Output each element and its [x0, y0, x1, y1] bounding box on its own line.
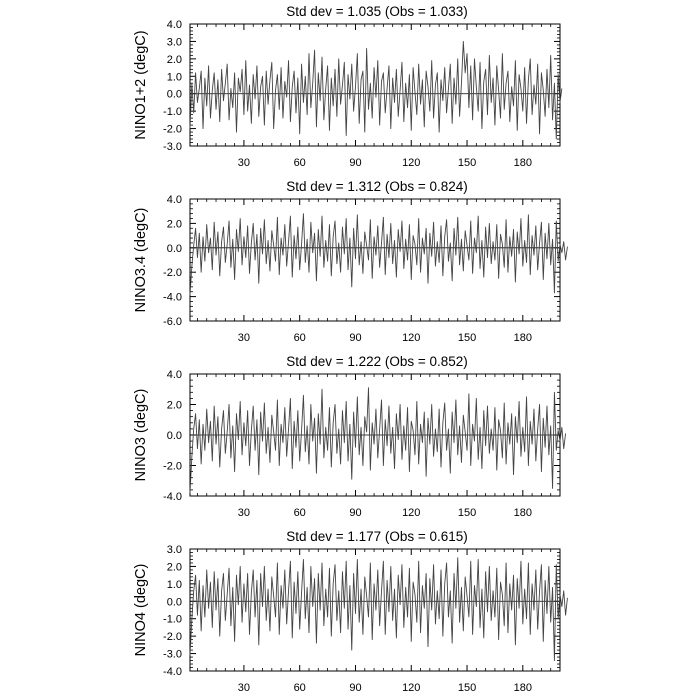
- y-tick-label: 2.0: [166, 218, 182, 231]
- y-tick-label: 0.0: [166, 430, 182, 442]
- y-tick-label: -1.0: [163, 613, 182, 626]
- x-tick-label: 150: [457, 507, 477, 519]
- chart-panel-4: [133, 529, 567, 694]
- y-tick-label: 3.0: [166, 36, 182, 49]
- y-axis-label: NINO4 (degC): [133, 563, 149, 657]
- x-tick-label: 90: [349, 157, 362, 169]
- y-tick-label: 4.0: [166, 19, 182, 31]
- x-tick-label: 30: [237, 682, 251, 694]
- x-tick-label: 180: [513, 507, 532, 519]
- x-tick-label: 180: [513, 332, 532, 344]
- y-tick-label: 1.0: [166, 71, 182, 84]
- chart-title: Std dev = 1.177 (Obs = 0.615): [286, 529, 468, 544]
- y-tick-label: 2.0: [166, 561, 182, 574]
- series-line-nino4: [190, 558, 567, 661]
- x-tick-label: 90: [349, 332, 362, 344]
- y-tick-label: -6.0: [163, 316, 182, 328]
- y-tick-label: -4.0: [163, 491, 182, 503]
- x-tick-label: 120: [402, 332, 421, 344]
- x-tick-label: 150: [457, 682, 477, 694]
- y-axis-label: NINO3.4 (degC): [133, 207, 149, 313]
- x-tick-label: 60: [293, 507, 306, 519]
- y-tick-label: -3.0: [163, 141, 182, 153]
- y-tick-label: 0.0: [166, 596, 182, 609]
- chart-title: Std dev = 1.222 (Obs = 0.852): [286, 354, 468, 369]
- chart-title: Std dev = 1.312 (Obs = 0.824): [286, 179, 468, 194]
- y-tick-label: 3.0: [166, 544, 182, 556]
- chart-title: Std dev = 1.035 (Obs = 1.033): [286, 4, 468, 19]
- series-line-nino1-2: [190, 41, 562, 139]
- x-tick-label: 30: [237, 332, 251, 344]
- series-line-nino3: [190, 388, 566, 493]
- y-tick-label: -2.0: [163, 123, 182, 136]
- y-tick-label: -1.0: [163, 106, 182, 119]
- y-tick-label: -2.0: [163, 267, 182, 280]
- x-tick-label: 90: [349, 507, 362, 519]
- x-tick-label: 90: [349, 682, 362, 694]
- x-tick-label: 120: [402, 682, 421, 694]
- x-tick-label: 120: [402, 157, 421, 169]
- y-tick-label: 4.0: [166, 194, 182, 206]
- x-tick-label: 180: [513, 682, 532, 694]
- y-tick-label: 1.0: [166, 578, 182, 591]
- y-tick-label: -2.0: [163, 631, 182, 644]
- x-tick-label: 30: [237, 507, 251, 519]
- x-tick-label: 180: [513, 157, 532, 169]
- y-tick-label: -4.0: [163, 666, 182, 678]
- x-tick-label: 30: [237, 157, 251, 169]
- chart-panel-1: [133, 4, 562, 169]
- y-tick-label: -2.0: [163, 460, 182, 473]
- chart-panel-3: [133, 354, 566, 519]
- x-tick-label: 60: [293, 332, 306, 344]
- x-tick-label: 150: [457, 332, 477, 344]
- y-axis-label: NINO1+2 (degC): [133, 30, 149, 140]
- x-tick-label: 60: [293, 682, 306, 694]
- y-tick-label: 0.0: [166, 88, 182, 101]
- chart-panel-2: [133, 179, 567, 344]
- y-tick-label: 4.0: [166, 369, 182, 381]
- y-tick-label: 2.0: [166, 399, 182, 412]
- y-tick-label: -4.0: [163, 291, 182, 304]
- x-tick-label: 150: [457, 157, 477, 169]
- y-tick-label: 0.0: [166, 242, 182, 255]
- series-line-nino3-4: [190, 214, 567, 296]
- x-tick-label: 60: [293, 157, 306, 169]
- y-tick-label: -3.0: [163, 648, 182, 661]
- y-axis-label: NINO3 (degC): [133, 388, 149, 482]
- x-tick-label: 120: [402, 507, 421, 519]
- y-tick-label: 2.0: [166, 53, 182, 66]
